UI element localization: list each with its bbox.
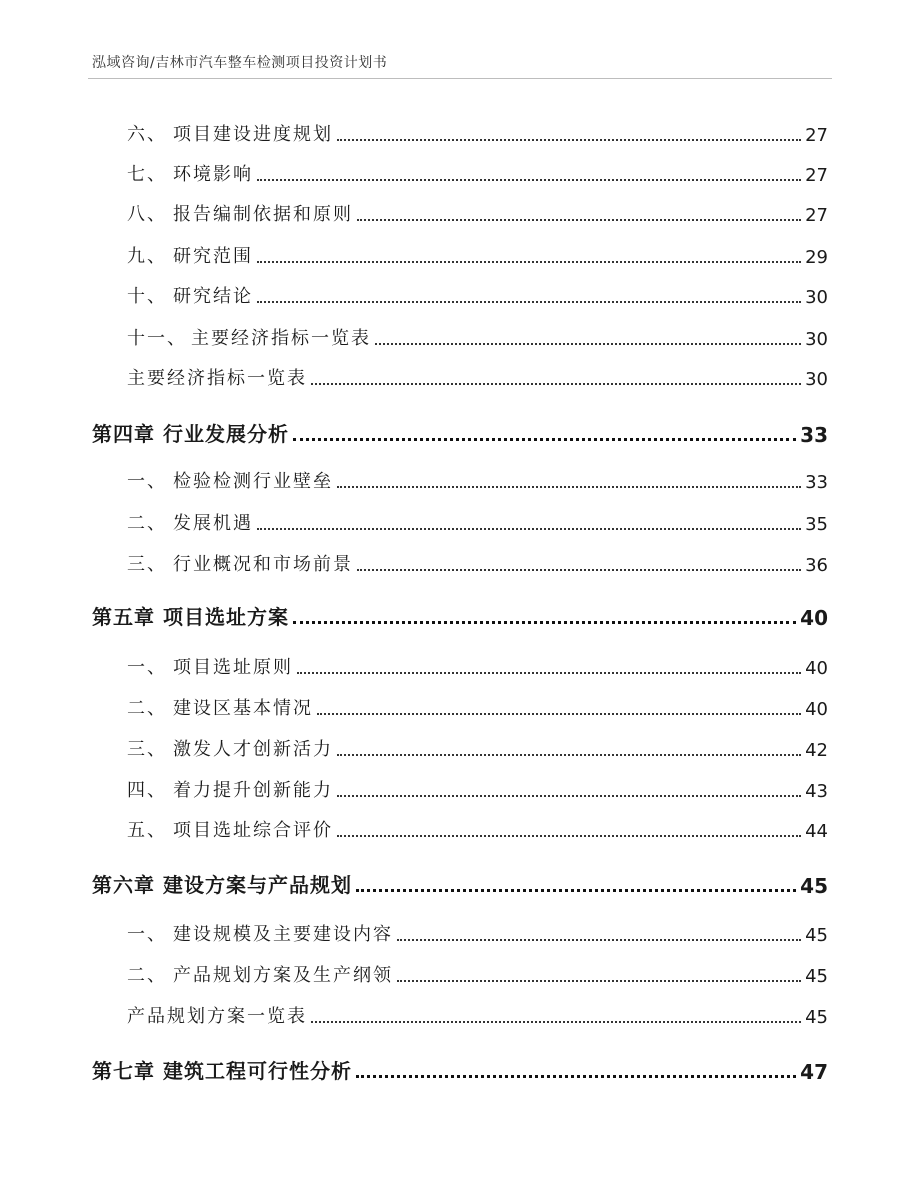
toc-dot-leader [357,219,801,221]
toc-entry-title: 主要经济指标一览表 [127,368,307,389]
toc-page-number: 29 [805,247,828,268]
toc-page-number: 27 [805,165,828,186]
toc-entry-number: 八、 [127,204,167,225]
toc-section-entry[interactable] [127,326,828,350]
toc-entry-number: 九、 [127,246,167,267]
toc-entry-number: 七、 [127,164,167,185]
toc-dot-leader [257,301,801,303]
toc-page-number: 45 [805,1007,828,1028]
toc-page-number: 30 [805,329,828,350]
toc-entry-title: 行业概况和市场前景 [173,554,353,575]
toc-dot-leader [337,835,801,837]
toc-section-entry[interactable] [127,922,828,946]
toc-page-number: 45 [800,874,828,898]
toc-entry-number: 三、 [127,554,167,575]
toc-dot-leader [311,383,801,385]
toc-entry-number: 二、 [127,965,167,986]
toc-entry-title: 主要经济指标一览表 [191,328,371,349]
toc-page-number: 30 [805,287,828,308]
toc-page-number: 45 [805,925,828,946]
toc-dot-leader [337,795,801,797]
toc-entry-number: 四、 [127,780,167,801]
toc-dot-leader [397,980,801,982]
toc-dot-leader [293,438,796,441]
toc-section-entry[interactable] [127,778,828,802]
toc-page-number: 36 [805,555,828,576]
toc-section-entry[interactable] [127,737,828,761]
toc-dot-leader [356,1075,796,1078]
toc-page-number: 40 [805,699,828,720]
toc-dot-leader [297,672,801,674]
toc-entry-number: 一、 [127,924,167,945]
toc-entry-title: 研究结论 [173,286,253,307]
toc-section-entry[interactable] [127,162,828,186]
toc-table-entry[interactable] [127,366,828,390]
toc-dot-leader [356,889,796,892]
toc-chapter-entry[interactable] [92,602,828,630]
toc-entry-number: 二、 [127,513,167,534]
toc-section-entry[interactable] [127,244,828,268]
toc-entry-title: 着力提升创新能力 [173,780,333,801]
toc-chapter-entry[interactable] [92,419,828,447]
toc-entry-title: 项目选址原则 [173,657,293,678]
toc-entry-number: 十、 [127,286,167,307]
toc-page-number: 43 [805,781,828,802]
toc-dot-leader [311,1021,801,1023]
toc-entry-title: 产品规划方案一览表 [127,1006,307,1027]
toc-section-entry[interactable] [127,511,828,535]
toc-dot-leader [317,713,801,715]
toc-page-number: 33 [800,423,828,447]
toc-section-entry[interactable] [127,818,828,842]
toc-page-number: 44 [805,821,828,842]
toc-page-number: 27 [805,205,828,226]
toc-entry-number: 一、 [127,471,167,492]
toc-dot-leader [257,261,801,263]
toc-dot-leader [375,343,801,345]
toc-entry-title: 第四章 行业发展分析 [92,422,289,446]
toc-section-entry[interactable] [127,202,828,226]
toc-entry-title: 产品规划方案及生产纲领 [173,965,393,986]
toc-entry-title: 第七章 建筑工程可行性分析 [92,1059,352,1083]
toc-page-number: 40 [800,606,828,630]
toc-entry-number: 十一、 [127,328,187,349]
toc-entry-number: 一、 [127,657,167,678]
toc-section-entry[interactable] [127,284,828,308]
toc-chapter-entry[interactable] [92,1056,828,1084]
toc-dot-leader [337,139,801,141]
toc-dot-leader [257,528,801,530]
toc-page-number: 27 [805,125,828,146]
toc-table-entry[interactable] [127,1004,828,1028]
toc-entry-title: 建设区基本情况 [173,698,313,719]
toc-page-number: 45 [805,966,828,987]
toc-section-entry[interactable] [127,655,828,679]
page-header: 泓域咨询/吉林市汽车整车检测项目投资计划书 [92,55,388,71]
toc-page-number: 33 [805,472,828,493]
toc-entry-number: 六、 [127,124,167,145]
toc-dot-leader [337,486,801,488]
toc-dot-leader [397,939,801,941]
toc-entry-title: 项目建设进度规划 [173,124,333,145]
toc-section-entry[interactable] [127,552,828,576]
toc-entry-title: 第五章 项目选址方案 [92,605,289,629]
toc-dot-leader [337,754,801,756]
toc-entry-title: 项目选址综合评价 [173,820,333,841]
toc-entry-number: 五、 [127,820,167,841]
toc-entry-title: 报告编制依据和原则 [173,204,353,225]
toc-section-entry[interactable] [127,122,828,146]
toc-entry-title: 第六章 建设方案与产品规划 [92,873,352,897]
toc-dot-leader [293,621,796,624]
toc-section-entry[interactable] [127,469,828,493]
toc-section-entry[interactable] [127,696,828,720]
toc-entry-number: 三、 [127,739,167,760]
toc-entry-number: 二、 [127,698,167,719]
toc-chapter-entry[interactable] [92,870,828,898]
toc-dot-leader [357,569,801,571]
toc-entry-title: 建设规模及主要建设内容 [173,924,393,945]
toc-page-number: 40 [805,658,828,679]
toc-page-number: 35 [805,514,828,535]
toc-entry-title: 激发人才创新活力 [173,739,333,760]
toc-entry-title: 研究范围 [173,246,253,267]
toc-entry-title: 环境影响 [173,164,253,185]
toc-entry-title: 检验检测行业壁垒 [173,471,333,492]
toc-page-number: 42 [805,740,828,761]
toc-section-entry[interactable] [127,963,828,987]
toc-page-number: 30 [805,369,828,390]
toc-entry-title: 发展机遇 [173,513,253,534]
toc-dot-leader [257,179,801,181]
toc-page-number: 47 [800,1060,828,1084]
